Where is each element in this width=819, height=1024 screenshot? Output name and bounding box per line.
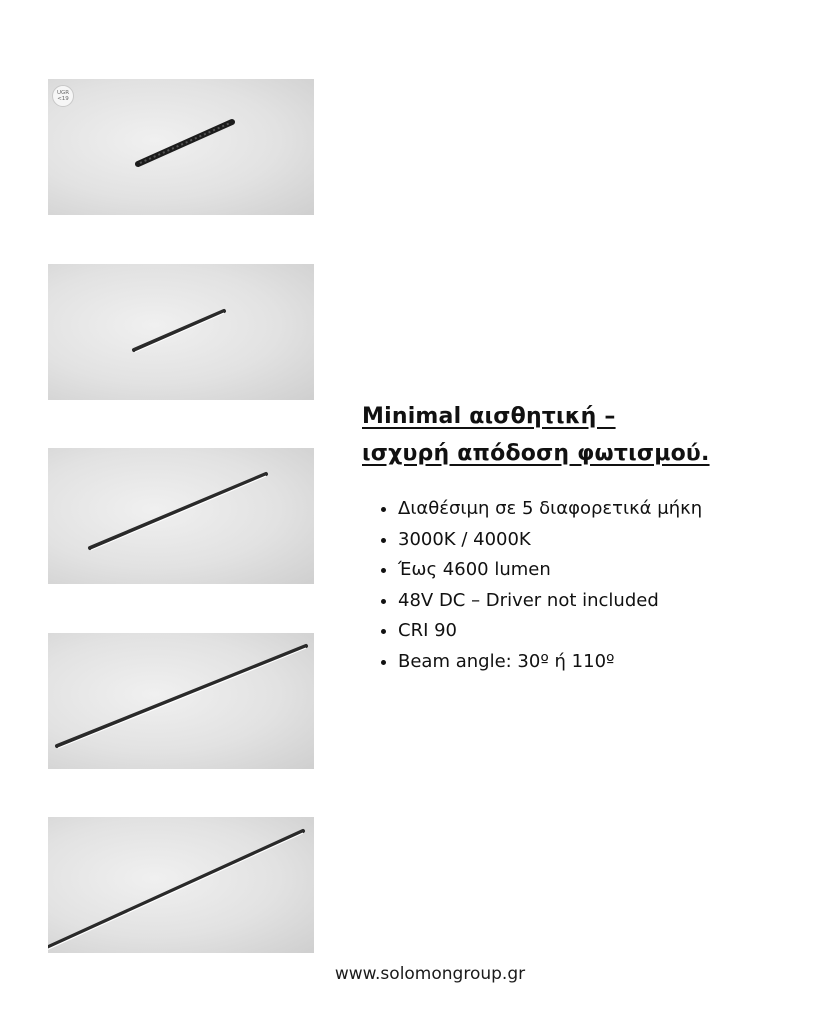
product-image-2 <box>48 264 314 400</box>
linear-light-longest-image <box>48 817 314 953</box>
feature-item-voltage: • 48V DC – Driver not included <box>398 586 702 617</box>
ugr-badge-top: UGR <box>56 90 70 96</box>
feature-item-cri: • CRI 90 <box>398 616 702 647</box>
product-image-1 <box>48 79 314 215</box>
linear-light-longer-image <box>48 633 314 769</box>
linear-light-short-image <box>48 79 314 215</box>
headline-line-1: Minimal αισθητική – <box>362 404 616 429</box>
headline <box>362 398 802 472</box>
headline-line-2: ισχυρή απόδοση φωτισμού. <box>362 441 710 466</box>
feature-item-beam-angle: • Beam angle: 30º ή 110º <box>398 647 702 678</box>
linear-light-long-image <box>48 448 314 584</box>
feature-item-lengths: • Διαθέσιμη σε 5 διαφορετικά μήκη <box>398 494 702 525</box>
product-image-4 <box>48 633 314 769</box>
linear-light-medium-image <box>48 264 314 400</box>
ugr-badge <box>52 85 74 107</box>
ugr-badge-bottom: <19 <box>57 96 69 102</box>
feature-list <box>378 494 702 677</box>
product-image-3 <box>48 448 314 584</box>
product-image-5 <box>48 817 314 953</box>
feature-item-lumen: • Έως 4600 lumen <box>398 555 702 586</box>
feature-item-color-temperature: • 3000K / 4000K <box>398 525 702 556</box>
footer-website: www.solomongroup.gr <box>334 964 526 984</box>
